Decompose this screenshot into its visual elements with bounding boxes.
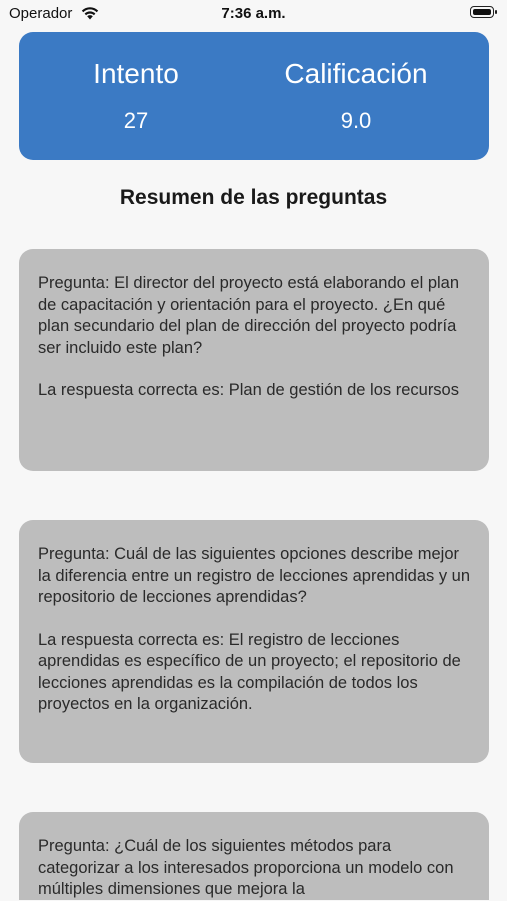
question-card	[19, 249, 489, 471]
grade-column	[256, 54, 456, 134]
carrier-label: Operador	[9, 5, 73, 22]
summary-title: Resumen de las preguntas	[119, 186, 388, 209]
clock: 7:36 a.m.	[221, 5, 286, 22]
question-card	[19, 812, 489, 900]
question-text: Pregunta: ¿Cuál de los siguientes métodos para categorizar a los interesados proporciona un modelo con múltiples dimensiones que mejora la	[38, 837, 454, 898]
attempt-value: 27	[123, 108, 149, 133]
answer-text: La respuesta correcta es: El registro de lecciones aprendidas es específico de un proyecto; el repositorio de lecciones aprendidas es la compilación de todos los proyectos en la organización.	[38, 630, 461, 713]
question-text: Pregunta: El director del proyecto está elaborando el plan de capacitación y orientación para el proyecto. ¿En qué plan secundario del plan de dirección del proyecto podría ser incluido este plan?	[38, 274, 460, 357]
answer-text: La respuesta correcta es: Plan de gestión de los recursos	[38, 381, 459, 399]
grade-label: Calificación	[284, 58, 428, 89]
status-bar	[0, 0, 507, 28]
question-text: Pregunta: Cuál de las siguientes opciones describe mejor la diferencia entre un registro de lecciones aprendidas y un repositorio de lecciones aprendidas?	[38, 545, 471, 606]
score-card	[19, 32, 489, 160]
attempt-label: Intento	[93, 58, 179, 89]
attempt-column	[36, 54, 236, 134]
question-card	[19, 520, 489, 763]
grade-value: 9.0	[340, 108, 372, 133]
battery-icon	[470, 6, 494, 18]
